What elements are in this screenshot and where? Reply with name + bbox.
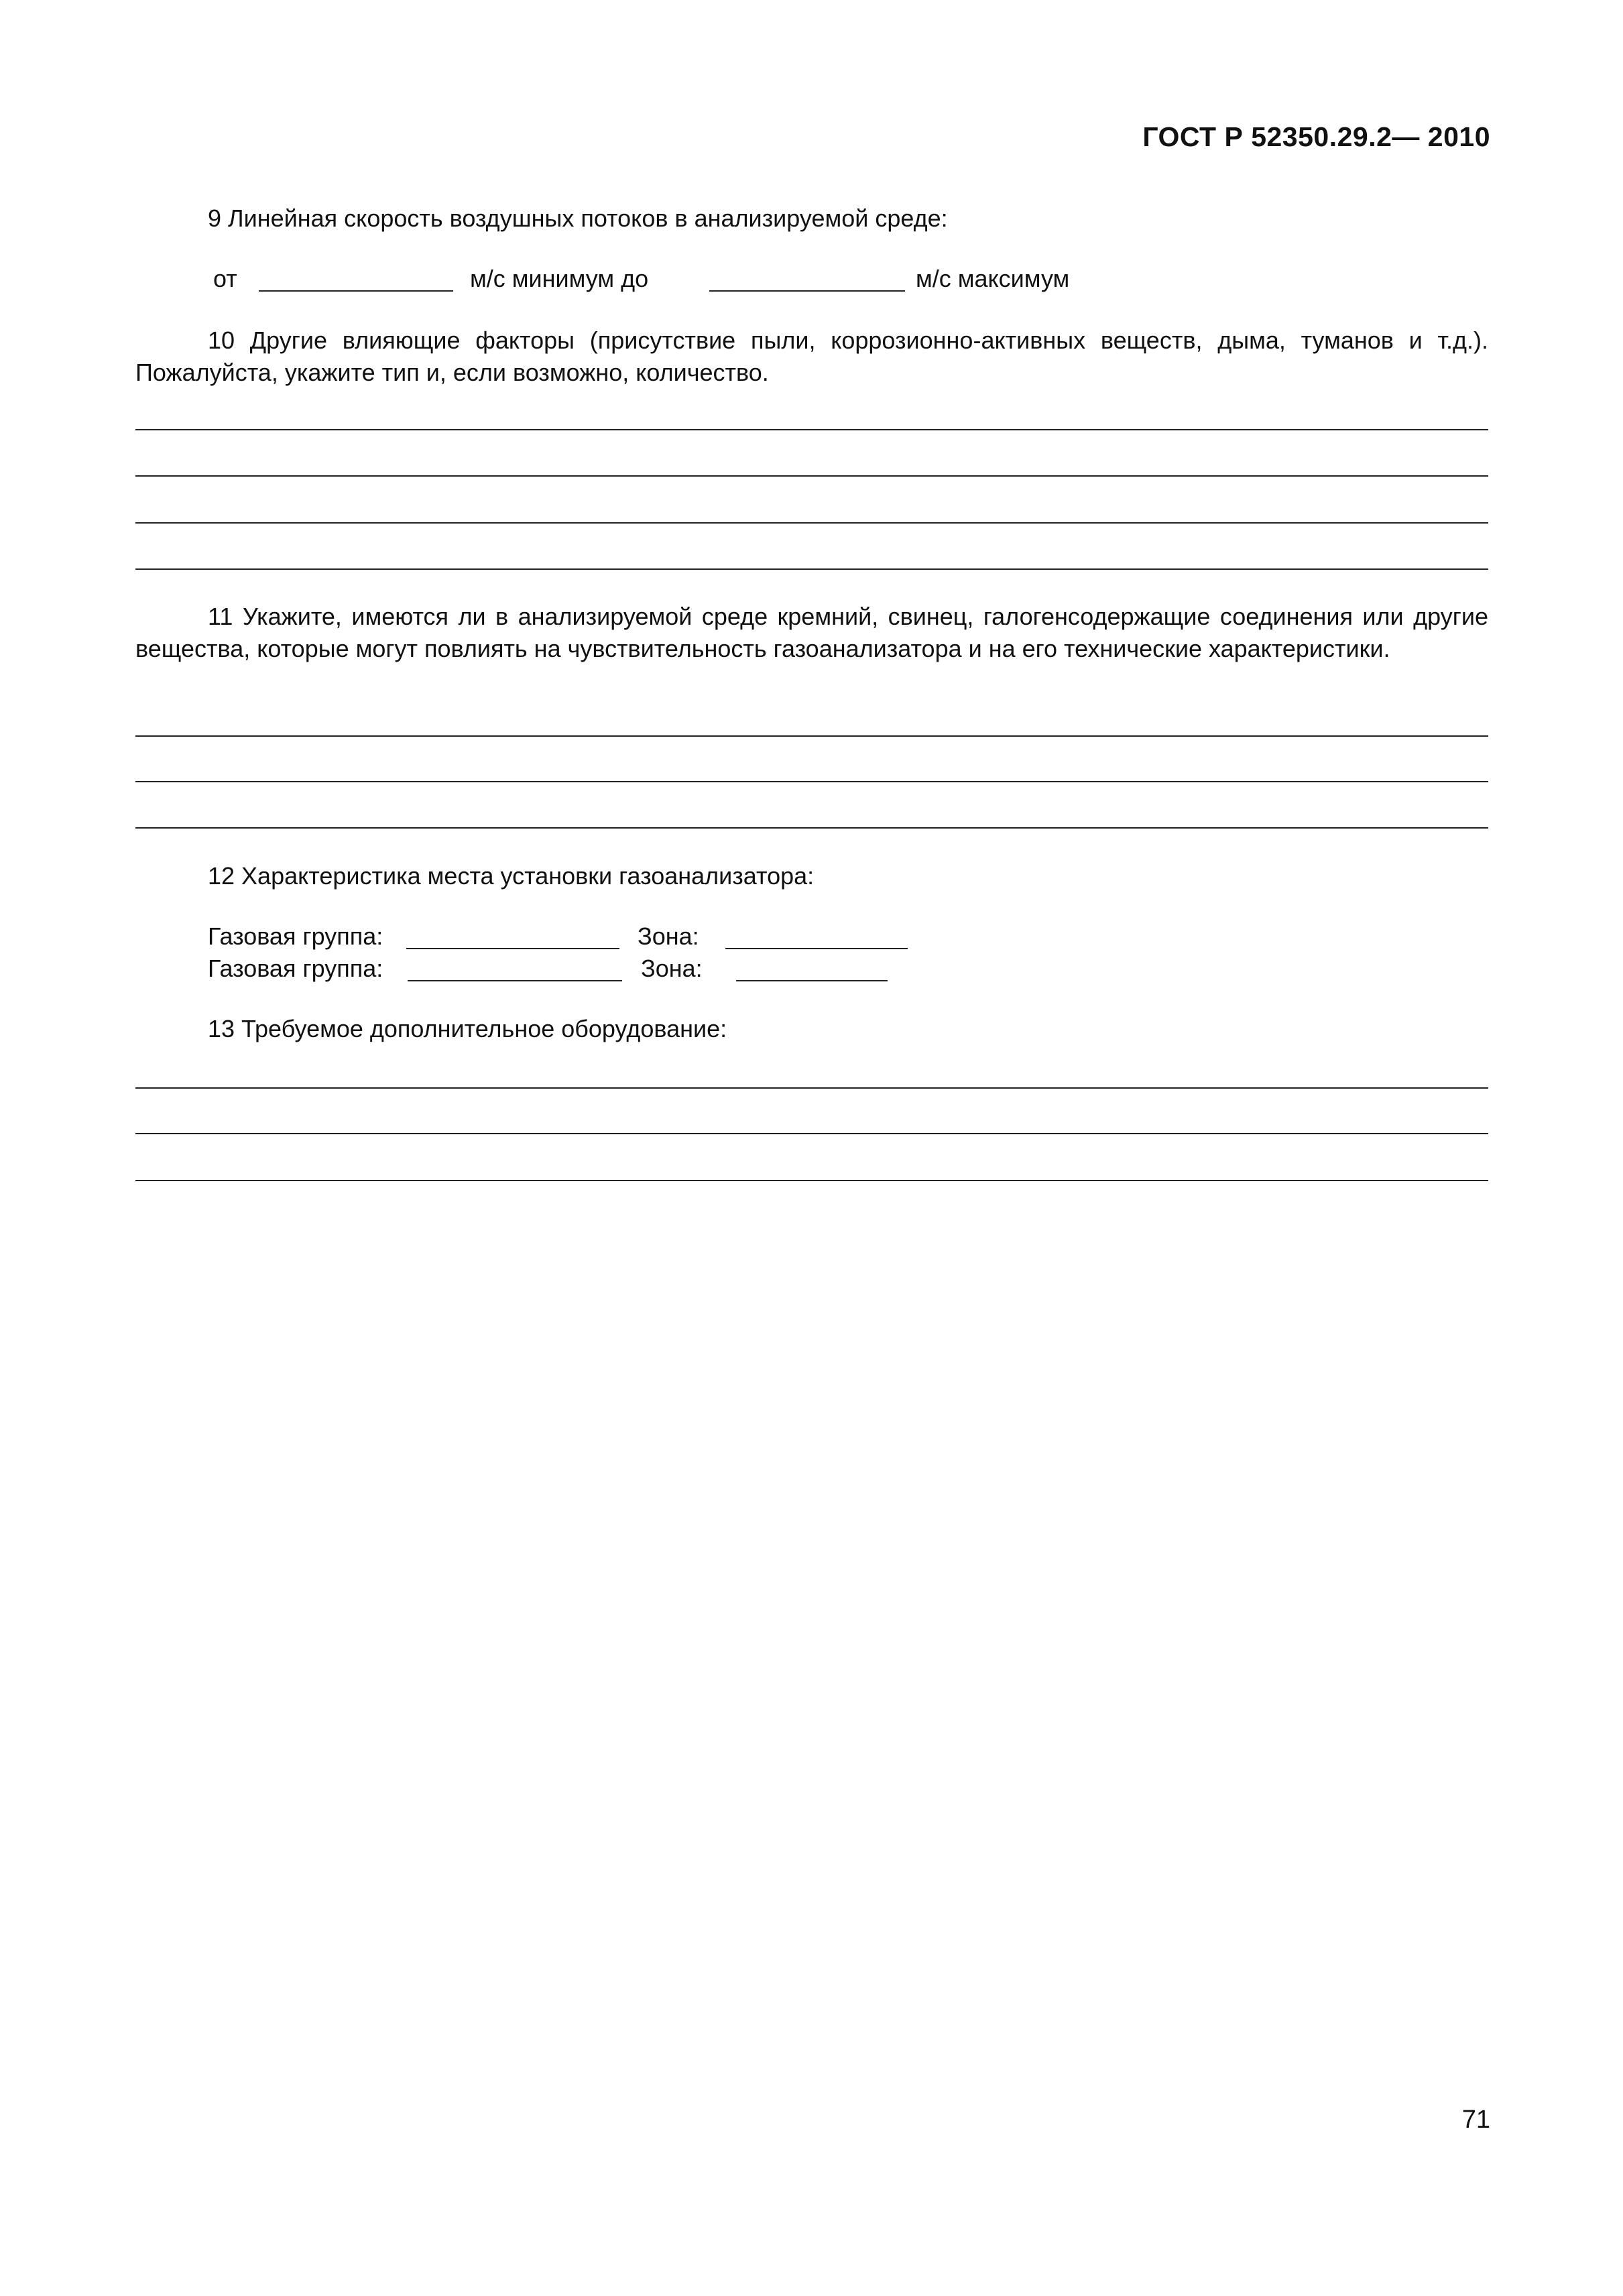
gas-group-field-1[interactable]: [406, 948, 619, 949]
item-11-answer-line-1[interactable]: [135, 735, 1488, 737]
zone-field-1[interactable]: [725, 948, 908, 949]
item-9-from-label: от: [213, 265, 237, 292]
item-13-answer-line-1[interactable]: [135, 1087, 1488, 1089]
document-header-id: ГОСТ Р 52350.29.2— 2010: [1142, 121, 1490, 152]
zone-label-2: Зона:: [641, 955, 703, 982]
item-11-answer-line-2[interactable]: [135, 781, 1488, 782]
item-10-answer-line-3[interactable]: [135, 522, 1488, 524]
item-10-answer-line-1[interactable]: [135, 429, 1488, 430]
item-10-answer-line-4[interactable]: [135, 568, 1488, 570]
item-11-text: 11 Укажите, имеются ли в анализируемой среде кремний, свинец, галогенсодержащие соединения или другие вещества, которые могут повлиять на чувствительность газоанализатора и на его технические характеристики.: [135, 603, 1488, 662]
gas-group-field-2[interactable]: [408, 980, 622, 981]
item-9-min-speed-field[interactable]: [259, 290, 453, 292]
zone-label-1: Зона:: [638, 922, 699, 950]
page-number: 71: [1461, 2106, 1490, 2134]
item-9-max-unit-label: м/с максимум: [916, 265, 1070, 292]
item-10-text: 10 Другие влияющие факторы (присутствие пыли, коррозионно-активных веществ, дыма, туманов и т.д.). Пожалуйста, укажите тип и, если возможно, количество.: [135, 326, 1488, 386]
item-9-min-unit-label: м/с минимум до: [470, 265, 649, 292]
item-10-answer-line-2[interactable]: [135, 475, 1488, 477]
item-13-answer-line-3[interactable]: [135, 1180, 1488, 1181]
gas-group-label-1: Газовая группа:: [208, 922, 383, 950]
item-13-answer-line-2[interactable]: [135, 1133, 1488, 1134]
item-9-text: 9 Линейная скорость воздушных потоков в анализируемой среде:: [208, 204, 948, 232]
item-9-max-speed-field[interactable]: [709, 290, 905, 292]
gas-group-label-2: Газовая группа:: [208, 955, 383, 982]
item-11-answer-line-3[interactable]: [135, 827, 1488, 829]
item-12-text: 12 Характеристика места установки газоанализатора:: [208, 862, 815, 890]
item-13-text: 13 Требуемое дополнительное оборудование:: [208, 1015, 727, 1042]
zone-field-2[interactable]: [736, 980, 888, 981]
